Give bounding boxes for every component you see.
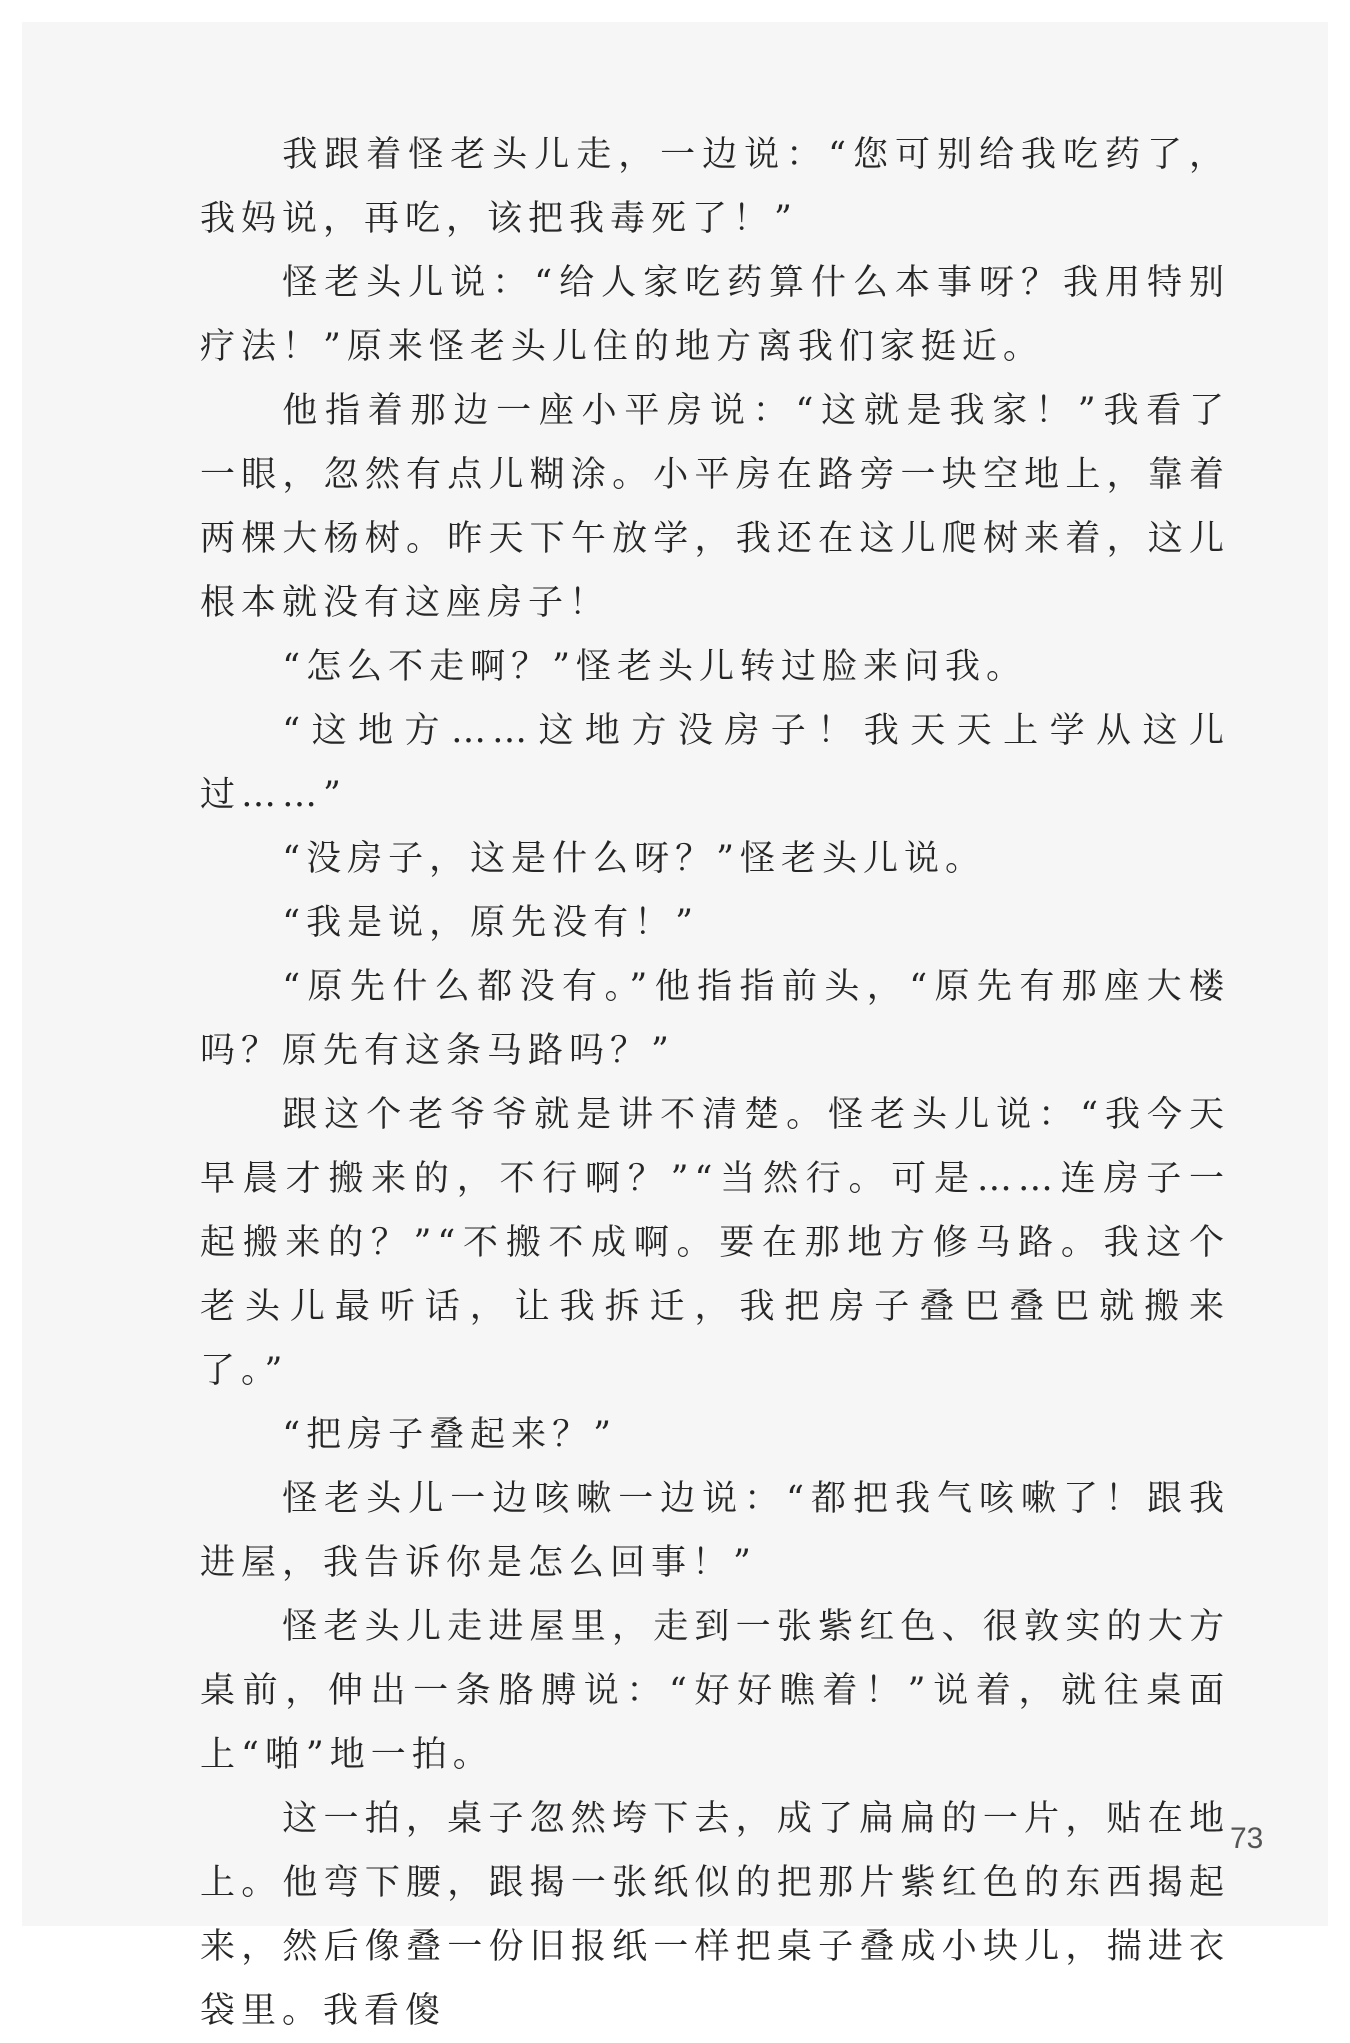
paragraph: “没房子，这是什么呀？”怪老头儿说。: [282, 839, 987, 879]
paragraph: 这一拍，桌子忽然垮下去，成了扁扁的一片，贴在地上。他弯下腰，跟揭一张纸似的把那片紫红色的东西揭起来，然后像叠一份旧报纸一样把桌子叠成小块儿，揣进衣袋里。我看傻: [200, 1799, 1230, 2031]
paragraph: “把房子叠起来？”: [282, 1415, 618, 1455]
paragraph: 怪老头儿走进屋里，走到一张紫红色、很敦实的大方桌前，伸出一条胳膊说：“好好瞧着！”说着，就往桌面上“啪”地一拍。: [200, 1607, 1230, 1775]
paragraph: 跟这个老爷爷就是讲不清楚。怪老头儿说：“我今天早晨才搬来的，不行啊？”“当然行。可是……连房子一起搬来的？”“不搬不成啊。要在那地方修马路。我这个老头儿最听话，让我拆迁，我把房子叠巴叠巴就搬来了。”: [200, 1095, 1230, 1391]
page-number: 73: [1230, 1822, 1264, 1855]
paragraph: “原先什么都没有。”他指指前头，“原先有那座大楼吗？原先有这条马路吗？”: [200, 967, 1230, 1071]
paragraph: “这地方……这地方没房子！我天天上学从这儿过……”: [200, 711, 1230, 815]
paragraph: 他指着那边一座小平房说：“这就是我家！”我看了一眼，忽然有点儿糊涂。小平房在路旁一块空地上，靠着两棵大杨树。昨天下午放学，我还在这儿爬树来着，这儿根本就没有这座房子！: [200, 391, 1230, 623]
paragraph: “怎么不走啊？”怪老头儿转过脸来问我。: [282, 647, 1028, 687]
paragraph: “我是说，原先没有！”: [282, 903, 700, 943]
paragraph: 我跟着怪老头儿走，一边说：“您可别给我吃药了，我妈说，再吃，该把我毒死了！”: [200, 135, 1230, 239]
paragraph: 怪老头儿一边咳嗽一边说：“都把我气咳嗽了！跟我进屋，我告诉你是怎么回事！”: [200, 1479, 1230, 1583]
paragraph: 怪老头儿说：“给人家吃药算什么本事呀？我用特别疗法！”原来怪老头儿住的地方离我们家挺近。: [200, 263, 1230, 367]
body-text: [200, 123, 1230, 2043]
